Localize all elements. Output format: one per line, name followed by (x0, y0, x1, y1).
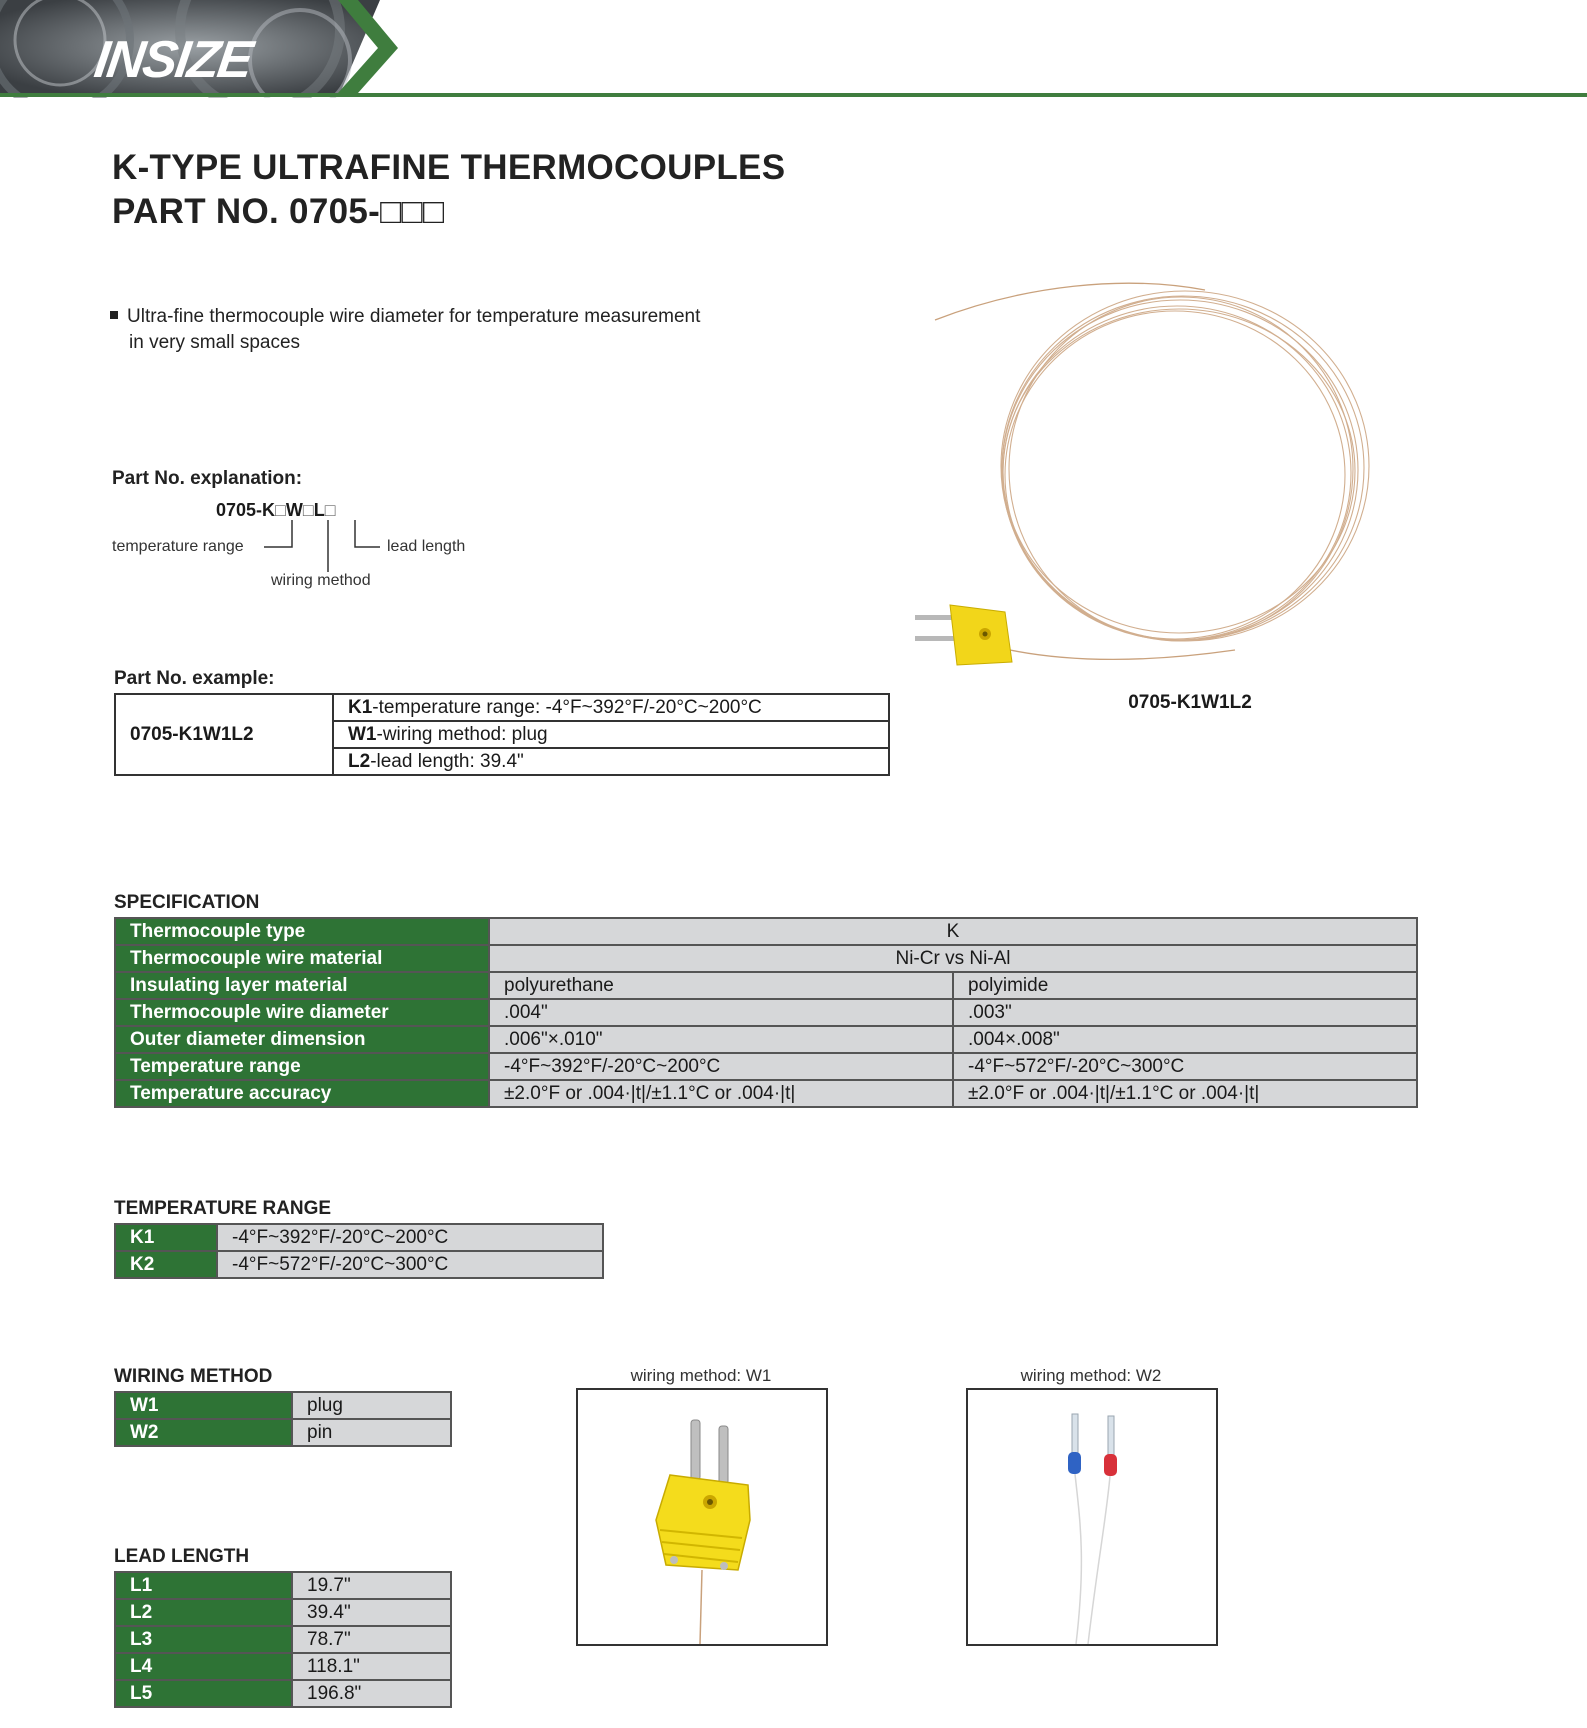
lead-code: L4 (115, 1653, 292, 1680)
spec-value-b: polyimide (953, 972, 1417, 999)
table-row (115, 945, 1417, 972)
spec-table (114, 917, 1418, 1108)
spec-value-b: .004×.008" (953, 1026, 1417, 1053)
feature-text-line2: in very small spaces (129, 332, 301, 353)
page-title: K-TYPE ULTRAFINE THERMOCOUPLES (112, 148, 786, 187)
table-row (115, 1599, 451, 1626)
bullet-icon (110, 311, 118, 319)
label-wiring-method: wiring method (271, 572, 371, 589)
caption-w2: wiring method: W2 (1020, 1366, 1162, 1385)
lead-code: L5 (115, 1680, 292, 1707)
lead-value: 19.7" (292, 1572, 451, 1599)
table-row (115, 1653, 451, 1680)
spec-value-b: -4°F~572°F/-20°C~300°C (953, 1053, 1417, 1080)
spec-value: Ni-Cr vs Ni-Al (489, 945, 1417, 972)
table-row (115, 999, 1417, 1026)
brand-logo[interactable]: INSIZE (90, 31, 255, 89)
spec-label: Thermocouple wire diameter (115, 999, 489, 1026)
feature-text-line1: Ultra-fine thermocouple wire diameter for temperature measurement (127, 306, 701, 327)
table-row (115, 1572, 451, 1599)
code-box-w: □ (302, 500, 314, 520)
range-value: -4°F~572°F/-20°C~300°C (217, 1251, 603, 1278)
spec-value-a: ±2.0°F or .004·|t|/±1.1°C or .004·|t| (489, 1080, 953, 1107)
example-row-w (333, 721, 889, 748)
code-prefix: 0705-K (216, 500, 276, 520)
temperature-range-heading: TEMPERATURE RANGE (114, 1198, 332, 1219)
lead-value: 39.4" (292, 1599, 451, 1626)
spec-value-b: .003" (953, 999, 1417, 1026)
plug-connector-icon (578, 1390, 826, 1644)
example-table (114, 693, 890, 776)
table-row (115, 1224, 603, 1251)
lead-code: L3 (115, 1626, 292, 1653)
label-temperature-range: temperature range (112, 538, 244, 555)
spec-value-a: .004" (489, 999, 953, 1026)
spec-value: K (489, 918, 1417, 945)
spec-value-a: .006"×.010" (489, 1026, 953, 1053)
code-box-l: □ (324, 500, 336, 520)
table-row (115, 1419, 451, 1446)
example-row-k (333, 694, 889, 721)
spec-value-a: -4°F~392°F/-20°C~200°C (489, 1053, 953, 1080)
lead-value: 118.1" (292, 1653, 451, 1680)
label-lead-length: lead length (387, 538, 466, 555)
lead-length-heading: LEAD LENGTH (114, 1546, 250, 1567)
wiring-method-heading: WIRING METHOD (114, 1366, 273, 1387)
range-code: K2 (115, 1251, 217, 1278)
wiring-code: W2 (115, 1419, 292, 1446)
photo-w2 (966, 1388, 1218, 1646)
example-text: -temperature range: -4°F~392°F/-20°C~200°C (372, 696, 762, 718)
header-divider (0, 93, 1587, 97)
explanation-heading: Part No. explanation: (112, 468, 303, 489)
table-row (115, 1026, 1417, 1053)
table-row (115, 1251, 603, 1278)
example-heading: Part No. example: (114, 668, 275, 689)
wiring-method-table (114, 1391, 452, 1447)
product-image (905, 270, 1385, 680)
example-text: -lead length: 39.4" (370, 750, 524, 772)
spec-label: Outer diameter dimension (115, 1026, 489, 1053)
spec-label: Temperature range (115, 1053, 489, 1080)
table-row (115, 694, 889, 721)
spec-label: Thermocouple wire material (115, 945, 489, 972)
photo-w1 (576, 1388, 828, 1646)
caption-w1: wiring method: W1 (630, 1366, 772, 1385)
lead-code: L2 (115, 1599, 292, 1626)
lead-code: L1 (115, 1572, 292, 1599)
explanation-code (216, 500, 336, 521)
example-part-no: 0705-K1W1L2 (115, 694, 333, 775)
spec-label: Thermocouple type (115, 918, 489, 945)
example-key: L2 (348, 750, 371, 772)
table-row (115, 1080, 1417, 1107)
spec-heading: SPECIFICATION (114, 892, 260, 913)
feature-bullet (110, 304, 790, 356)
connector-plug-icon (915, 605, 1012, 665)
range-value: -4°F~392°F/-20°C~200°C (217, 1224, 603, 1251)
lead-length-table (114, 1571, 452, 1708)
wiring-code: W1 (115, 1392, 292, 1419)
spec-value-a: polyurethane (489, 972, 953, 999)
lead-value: 78.7" (292, 1626, 451, 1653)
spec-label: Insulating layer material (115, 972, 489, 999)
page-header (0, 0, 1587, 98)
example-row-l (333, 748, 889, 775)
code-l: L (313, 500, 325, 520)
code-w: W (285, 500, 303, 520)
wiring-value: plug (292, 1392, 451, 1419)
code-box-k: □ (275, 500, 286, 520)
spec-label: Temperature accuracy (115, 1080, 489, 1107)
spec-value-b: ±2.0°F or .004·|t|/±1.1°C or .004·|t| (953, 1080, 1417, 1107)
example-key: K1 (348, 696, 373, 718)
range-code: K1 (115, 1224, 217, 1251)
temperature-range-table (114, 1223, 604, 1279)
table-row (115, 1680, 451, 1707)
product-caption: 0705-K1W1L2 (1128, 692, 1252, 713)
example-text: -wiring method: plug (376, 723, 548, 745)
table-row (115, 1392, 451, 1419)
example-key: W1 (348, 723, 377, 745)
pin-terminals-icon (968, 1390, 1216, 1644)
table-row (115, 1626, 451, 1653)
lead-value: 196.8" (292, 1680, 451, 1707)
part-number-title: PART NO. 0705-□□□ (112, 192, 445, 231)
table-row (115, 1053, 1417, 1080)
wiring-value: pin (292, 1419, 451, 1446)
table-row (115, 972, 1417, 999)
table-row (115, 918, 1417, 945)
